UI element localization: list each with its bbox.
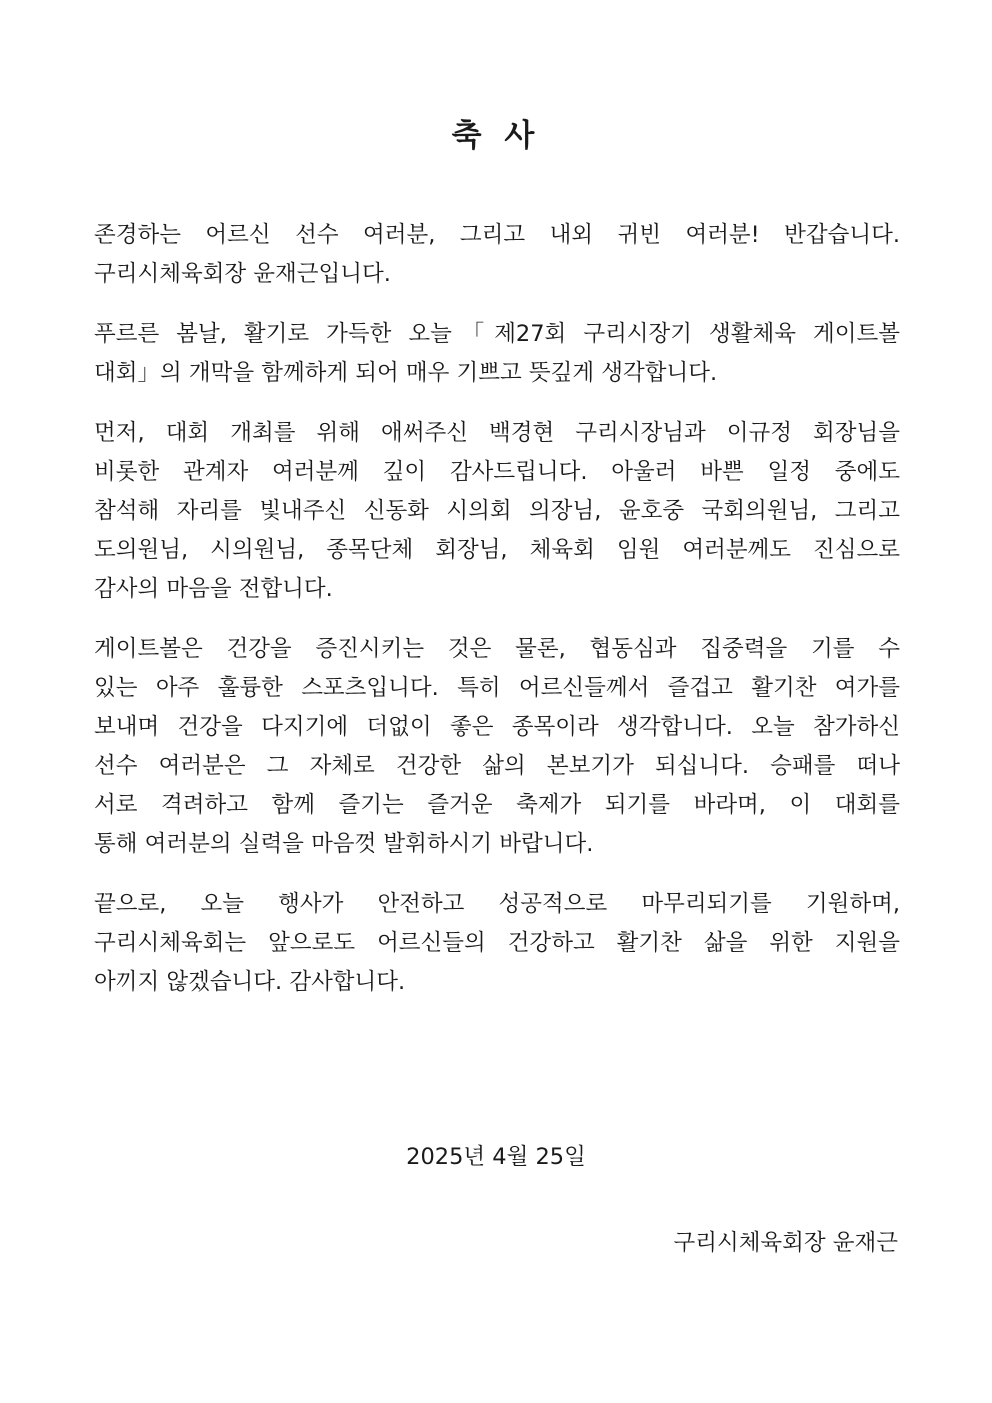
document-body xyxy=(94,216,900,1023)
paragraph-line: 선수 여러분은 그 자체로 건강한 삶의 본보기가 되십니다. 승패를 떠나 xyxy=(94,753,900,779)
paragraph-line: 게이트볼은 건강을 증진시키는 것은 물론, 협동심과 집중력을 기를 수 xyxy=(94,636,900,662)
paragraph-line: 서로 격려하고 함께 즐기는 즐거운 축제가 되기를 바라며, 이 대회를 xyxy=(94,792,900,818)
paragraph-line: 참석해 자리를 빛내주신 신동화 시의회 의장님, 윤호중 국회의원님, 그리고 xyxy=(94,498,900,524)
paragraph-gateball xyxy=(94,630,900,864)
paragraph-line: 먼저, 대회 개최를 위해 애써주신 백경현 구리시장님과 이규정 회장님을 xyxy=(94,420,900,446)
paragraph-line: 도의원님, 시의원님, 종목단체 회장님, 체육회 임원 여러분께도 진심으로 xyxy=(94,537,900,563)
paragraph-line: 있는 아주 훌륭한 스포츠입니다. 특히 어르신들께서 즐겁고 활기찬 여가를 xyxy=(94,675,900,701)
document-date: 2025년 4월 25일 xyxy=(406,1144,586,1170)
paragraph-line: 푸르른 봄날, 활기로 가득한 오늘「제27회 구리시장기 생활체육 게이트볼 xyxy=(94,321,900,347)
document-title: 축 사 xyxy=(451,118,541,154)
paragraph-line: 감사의 마음을 전합니다. xyxy=(94,576,333,602)
document-signature: 구리시체육회장 윤재근 xyxy=(673,1230,898,1256)
paragraph-line: 통해 여러분의 실력을 마음껏 발휘하시기 바랍니다. xyxy=(94,831,594,857)
paragraph-line: 대회」의 개막을 함께하게 되어 매우 기쁘고 뜻깊게 생각합니다. xyxy=(94,360,718,386)
paragraph-line: 아끼지 않겠습니다. 감사합니다. xyxy=(94,969,406,995)
paragraph-line: 구리시체육회장 윤재근입니다. xyxy=(94,261,391,287)
paragraph-line: 보내며 건강을 다지기에 더없이 좋은 종목이라 생각합니다. 오늘 참가하신 xyxy=(94,714,900,740)
paragraph-line: 구리시체육회는 앞으로도 어르신들의 건강하고 활기찬 삶을 위한 지원을 xyxy=(94,930,900,956)
paragraph-line: 끝으로, 오늘 행사가 안전하고 성공적으로 마무리되기를 기원하며, xyxy=(94,891,900,917)
paragraph-opening xyxy=(94,315,900,393)
paragraph-line: 비롯한 관계자 여러분께 깊이 감사드립니다. 아울러 바쁜 일정 중에도 xyxy=(94,459,900,485)
paragraph-thanks xyxy=(94,414,900,609)
paragraph-line: 존경하는 어르신 선수 여러분, 그리고 내외 귀빈 여러분! 반갑습니다. xyxy=(94,222,900,248)
paragraph-greeting xyxy=(94,216,900,294)
paragraph-closing xyxy=(94,885,900,1002)
